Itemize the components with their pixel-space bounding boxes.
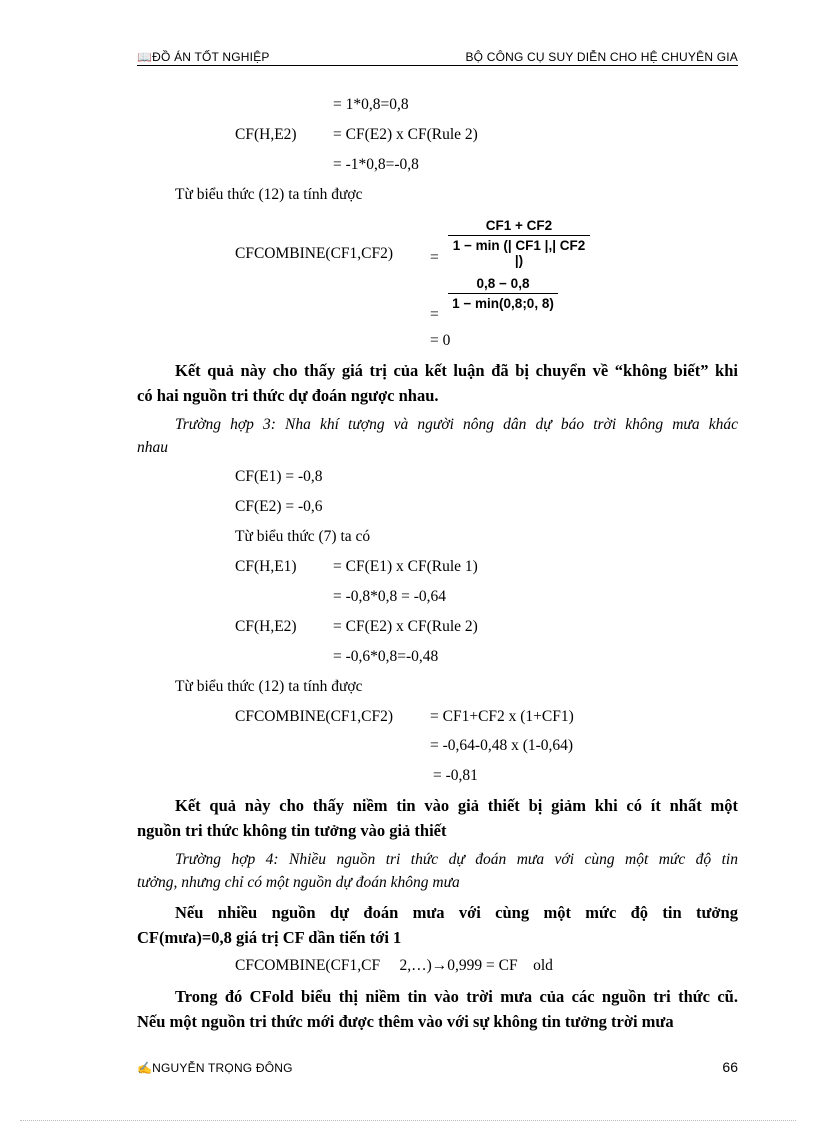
cf-h-e2-result: = -0,6*0,8=-0,48 xyxy=(333,648,439,665)
cfcombine-limit: CFCOMBINE(CF1,CF 2,…)→0,999 = CF old xyxy=(235,957,553,974)
book-icon: 📖 xyxy=(137,50,153,64)
case-4-line-2: tưởng, nhưng chỉ có một nguồn dự đoán không mưa xyxy=(137,874,460,891)
cfcombine-label: CFCOMBINE(CF1,CF2) xyxy=(235,245,394,262)
eq-result-zero: = 0 xyxy=(430,332,451,349)
case-3-line-1: Trường hợp 3: Nha khí tượng và người nông dân dự báo trời không mưa khác xyxy=(175,416,738,433)
cf-h-e1-result: = -0,8*0,8 = -0,64 xyxy=(333,588,447,605)
header-right: BỘ CÔNG CỤ SUY DIỄN CHO HỆ CHUYÊN GIA xyxy=(465,50,738,64)
cf-h-e2-label: CF(H,E2) xyxy=(235,618,297,635)
paragraph-1-line-1: Kết quả này cho thấy giá trị của kết luận đã bị chuyển về “không biết” khi xyxy=(175,361,738,380)
text-expr-12: Từ biểu thức (12) ta tính được xyxy=(175,186,363,203)
cf-h-e1-value: = CF(E1) x CF(Rule 1) xyxy=(333,558,478,575)
cf-e2: CF(E2) = -0,6 xyxy=(235,498,323,515)
eq-sign-2: = xyxy=(430,306,439,323)
paragraph-4-line-2: Nếu một nguồn tri thức mới được thêm vào với sự không tin tưởng trời mưa xyxy=(137,1012,674,1031)
case-3-line-2: nhau xyxy=(137,439,168,456)
fraction-2-denominator: 1 − min(0,8;0, 8) xyxy=(448,293,558,311)
cfcombine-result: = -0,81 xyxy=(433,767,478,784)
fraction-1 xyxy=(448,218,590,268)
eq-line-1: = 1*0,8=0,8 xyxy=(333,96,409,113)
eq-line-3: = -1*0,8=-0,8 xyxy=(333,156,419,173)
paragraph-2-line-2: nguồn tri thức không tin tưởng vào giả thiết xyxy=(137,821,447,840)
eq-line-2-label: CF(H,E2) xyxy=(235,126,297,143)
footer-author-text: NGUYỄN TRỌNG ĐÔNG xyxy=(152,1061,293,1075)
fraction-1-numerator: CF1 + CF2 xyxy=(485,218,553,233)
text-expr-7: Từ biểu thức (7) ta có xyxy=(235,528,371,545)
fraction-2-numerator: 0,8 − 0,8 xyxy=(476,276,530,291)
cfcombine-substituted: = -0,64-0,48 x (1-0,64) xyxy=(430,737,574,754)
paragraph-4-line-1: Trong đó CFold biểu thị niềm tin vào trời mưa của các nguồn tri thức cũ. xyxy=(175,987,738,1006)
footer-author xyxy=(137,1061,293,1075)
page-number: 66 xyxy=(722,1059,738,1075)
text-expr-12-b: Từ biểu thức (12) ta tính được xyxy=(175,678,363,695)
page-bottom-border xyxy=(20,1120,796,1121)
cfcombine-label-2: CFCOMBINE(CF1,CF2) xyxy=(235,708,394,725)
eq-sign-1: = xyxy=(430,249,439,266)
cfcombine-formula: = CF1+CF2 x (1+CF1) xyxy=(430,708,574,725)
header-rule xyxy=(137,65,738,66)
header-left xyxy=(137,50,270,64)
fraction-2 xyxy=(448,276,558,311)
case-4-line-1: Trường hợp 4: Nhiều nguồn tri thức dự đoán mưa với cùng một mức độ tin xyxy=(175,851,738,868)
paragraph-1-line-2: có hai nguồn tri thức dự đoán ngược nhau. xyxy=(137,386,439,405)
fraction-1-denominator: 1 − min (| CF1 |,| CF2 |) xyxy=(448,235,590,268)
eq-line-2-value: = CF(E2) x CF(Rule 2) xyxy=(333,126,478,143)
cf-h-e2-value: = CF(E2) x CF(Rule 2) xyxy=(333,618,478,635)
cf-h-e1-label: CF(H,E1) xyxy=(235,558,297,575)
paragraph-2-line-1: Kết quả này cho thấy niềm tin vào giả thiết bị giảm khi có ít nhất một xyxy=(175,796,738,815)
cf-e1: CF(E1) = -0,8 xyxy=(235,468,323,485)
paragraph-3-line-1: Nếu nhiều nguồn dự đoán mưa với cùng một mức độ tin tưởng xyxy=(175,903,738,922)
pen-icon: ✍ xyxy=(137,1061,153,1075)
paragraph-3-line-2: CF(mưa)=0,8 giá trị CF dần tiến tới 1 xyxy=(137,928,402,947)
header-left-text: ĐỒ ÁN TỐT NGHIỆP xyxy=(152,50,270,64)
